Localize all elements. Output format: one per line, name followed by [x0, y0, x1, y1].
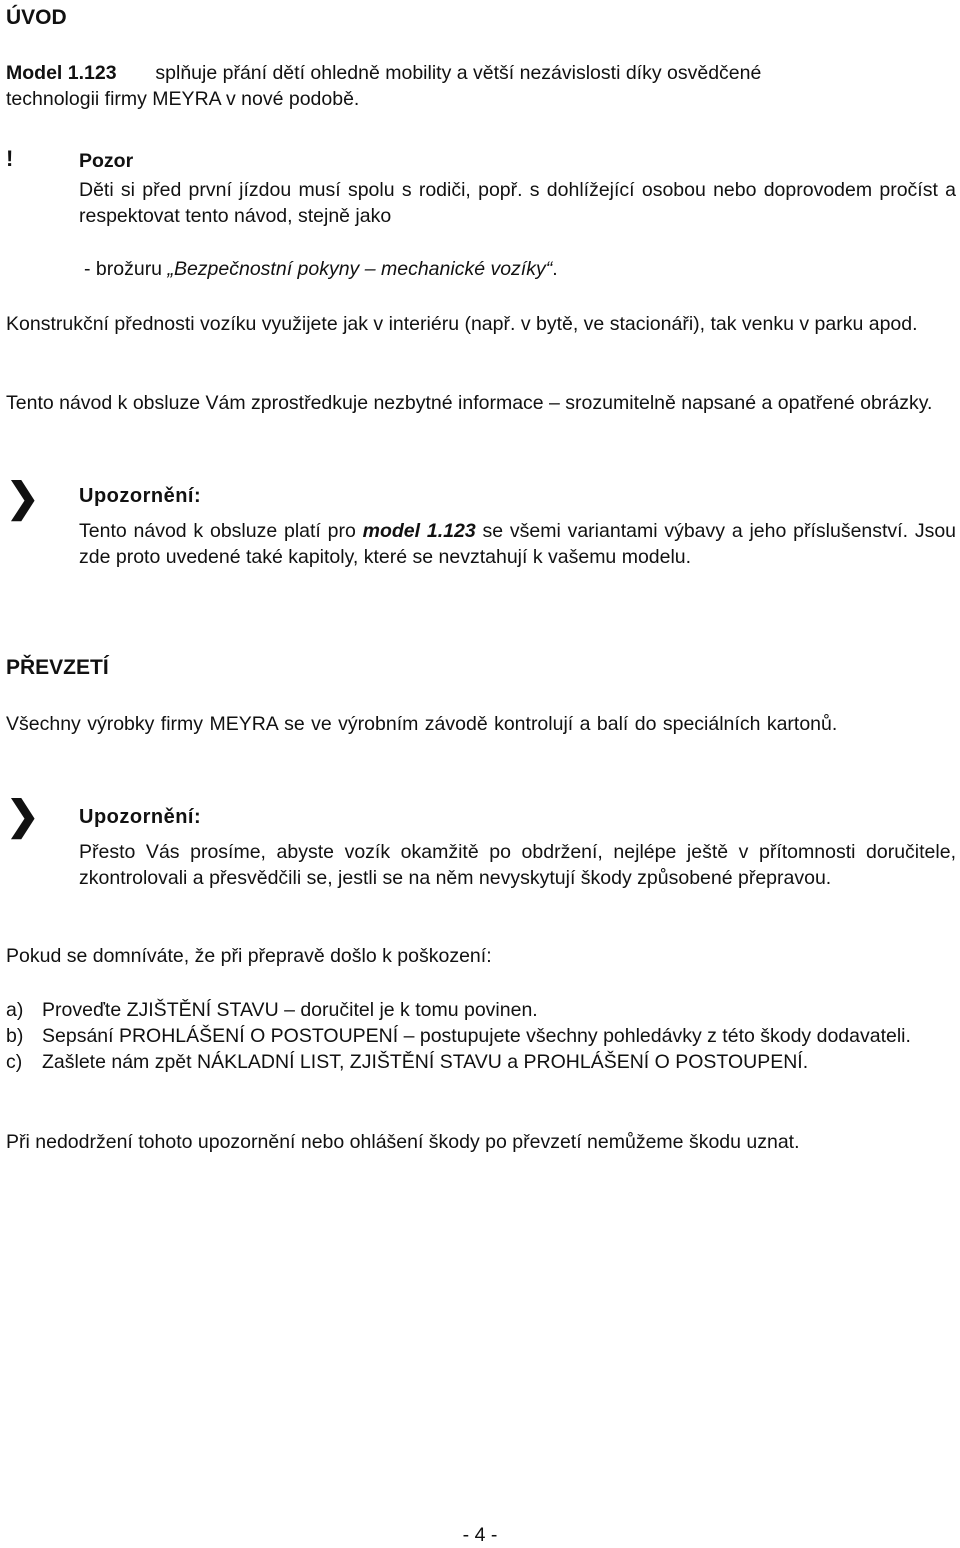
paragraph-vsechny: Všechny výrobky firmy MEYRA se ve výrobním závodě kontrolují a balí do speciálních kartonů. — [6, 713, 838, 735]
brochure-prefix: - brožuru — [84, 258, 163, 280]
note1-text-before: Tento návod k obsluze platí pro — [79, 520, 363, 542]
list-item — [6, 1023, 950, 1049]
list-item-label: c) — [6, 1051, 23, 1073]
note1-model: model 1.123 — [362, 520, 476, 542]
list-item — [6, 1049, 950, 1075]
intro-text-line1: splňuje přání dětí ohledně mobility a větší nezávislosti díky osvědčené — [155, 62, 762, 84]
heading-uvod: ÚVOD — [6, 6, 67, 29]
list-item-label: a) — [6, 999, 24, 1021]
intro-paragraph — [6, 60, 936, 112]
paragraph-konstrukcni: Konstrukční přednosti vozíku využijete jak v interiéru (např. v bytě, ve stacionáři), tak venku v parku apod. — [6, 313, 918, 335]
heading-prevzeti: PŘEVZETÍ — [6, 656, 109, 679]
list-item-text: Zašlete nám zpět NÁKLADNÍ LIST, ZJIŠTĚNÍ STAVU a PROHLÁŠENÍ O POSTOUPENÍ. — [42, 1051, 809, 1073]
paragraph-pri-nedodrzeni: Při nedodržení tohoto upozornění nebo ohlášení škody po převzetí nemůžeme škodu uznat. — [6, 1131, 800, 1153]
intro-text-line2: technologii firmy MEYRA v nové podobě. — [6, 88, 360, 110]
brochure-line — [84, 256, 558, 282]
note1-text-after: se všemi variantami výbavy a jeho příslušenství. Jsou zde proto uvedené také kapitoly, které se nevztahují k vašemu modelu. — [79, 520, 957, 568]
list-item-label: b) — [6, 1025, 24, 1047]
paragraph-pokud: Pokud se domníváte, že při přepravě došlo k poškození: — [6, 945, 492, 967]
paragraph-tento-navod: Tento návod k obsluze Vám zprostředkuje nezbytné informace – srozumitelně napsané a opatřené obrázky. — [6, 392, 933, 414]
damage-list — [6, 997, 950, 1075]
warning-title: Pozor — [79, 150, 134, 172]
note2-title: Upozornění: — [79, 806, 202, 828]
model-name: Model 1.123 — [6, 62, 117, 84]
note2-text: Přesto Vás prosíme, abyste vozík okamžitě po obdržení, nejlépe ještě v přítomnosti doručitele, zkontrolovali a přesvědčili se, jestli se na něm nevyskytují škody způsobené přepravou. — [79, 841, 956, 889]
note-chevron-icon: ❯ — [6, 476, 40, 520]
brochure-suffix: . — [552, 258, 558, 280]
warning-exclamation-icon: ! — [6, 146, 14, 171]
page-number: - 4 - — [462, 1524, 498, 1546]
warning-text: Děti si před první jízdou musí spolu s rodiči, popř. s dohlížející osobou nebo doprovodem pročíst a respektovat tento návod, stejně jako — [79, 179, 956, 227]
note1-title: Upozornění: — [79, 485, 202, 507]
list-item-text: Proveďte ZJIŠTĚNÍ STAVU – doručitel je k tomu povinen. — [42, 999, 538, 1021]
brochure-title: „Bezpečnostní pokyny – mechanické vozíky“ — [167, 258, 553, 280]
note1-text — [79, 518, 956, 570]
note-chevron-icon: ❯ — [6, 794, 40, 838]
list-item-text: Sepsání PROHLÁŠENÍ O POSTOUPENÍ – postupujete všechny pohledávky z této škody dodavateli. — [42, 1025, 911, 1047]
list-item — [6, 997, 950, 1023]
